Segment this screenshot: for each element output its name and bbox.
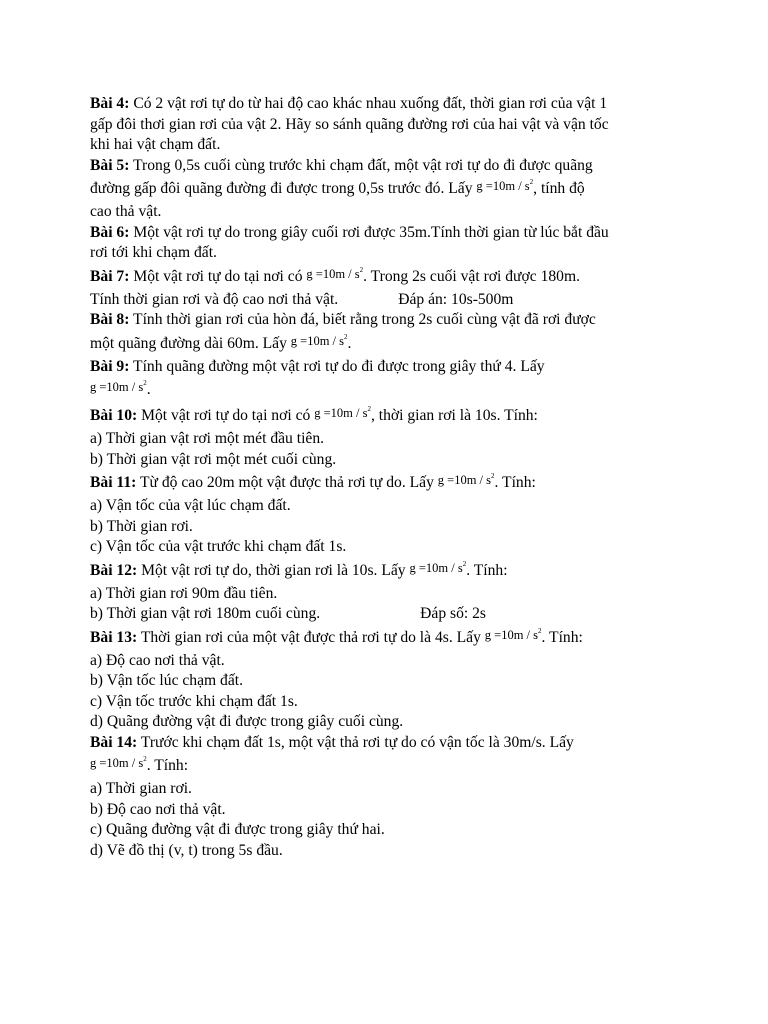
answer: Đáp án: 10s-500m xyxy=(398,290,514,308)
gravity-formula: $g =10m / s^2$ xyxy=(409,559,467,575)
gravity-formula: $g =10m / s^2$ xyxy=(290,332,348,348)
problem-title: Bài 5: xyxy=(90,156,130,174)
gravity-formula: $g =10m / s^2$ xyxy=(90,755,147,770)
problem-11: Bài 11: Từ độ cao 20m một vật được thả rơi tự do. Lấy $g =10m / s^2$. Tính: a) Vận tốc của vật lúc chạm đất. b) Thời gian rơi. c) Vận tốc của vật trước khi chạm đất 1s. xyxy=(90,472,536,555)
answer: Đáp số: 2s xyxy=(420,605,486,622)
problem-title: Bài 9: xyxy=(90,357,130,375)
problem-title: Bài 6: xyxy=(90,223,130,241)
problem-9: Bài 9: Tính quãng đường một vật rơi tự do đi được trong giây thứ 4. Lấy $g =10m / s^2$. xyxy=(90,357,545,398)
gravity-formula: $g =10m / s^2$ xyxy=(484,626,542,642)
problem-title: Bài 12: xyxy=(90,561,138,579)
problem-7: Bài 7: Một vật rơi tự do tại nơi có $g =10m / s^2$. Trong 2s cuối vật rơi được 180m. Tính thời gian rơi và độ cao nơi thả vật. Đáp án: 10s-500m xyxy=(90,265,580,308)
problem-title: Bài 8: xyxy=(90,311,130,328)
problem-5: Bài 5: Trong 0,5s cuối cùng trước khi chạm đất, một vật rơi tự do đi được quãng đường gấp đôi quãng đường đi được trong 0,5s trước đó. Lấy $g =10m / s^2$, tính độ cao thả vật. xyxy=(90,156,593,220)
gravity-formula: $g =10m / s^2$ xyxy=(306,265,364,281)
problem-title: Bài 4: xyxy=(90,95,130,112)
problem-4: Bài 4: Có 2 vật rơi tự do từ hai độ cao khác nhau xuống đất, thời gian rơi của vật 1 gấp đôi thơi gian rơi của vật 2. Hãy so sánh quãng đường rơi của hai vật và vận tốc khi hai vật chạm đất. xyxy=(90,95,609,153)
problem-10: Bài 10: Một vật rơi tự do tại nơi có $g =10m / s^2$, thời gian rơi là 10s. Tính: a) Thời gian vật rơi một mét đầu tiên. b) Thời gian vật rơi một mét cuối cùng. xyxy=(90,405,538,468)
gravity-formula: $g =10m / s^2$ xyxy=(90,379,147,394)
problem-title: Bài 14: xyxy=(90,733,138,751)
problem-8: Bài 8: Tính thời gian rơi của hòn đá, biết rằng trong 2s cuối cùng vật đã rơi được một quãng đường dài 60m. Lấy $g =10m / s^2$. xyxy=(90,311,596,352)
problem-14: Bài 14: Trước khi chạm đất 1s, một vật thả rơi tự do có vận tốc là 30m/s. Lấy $g =10m / s^2$. Tính: a) Thời gian rơi. b) Độ cao nơi thả vật. c) Quãng đường vật đi được trong giây thứ hai. d) Vẽ đồ thị (v, t) trong 5s đầu. xyxy=(90,733,574,859)
gravity-formula: $g =10m / s^2$ xyxy=(476,178,534,193)
problem-title: Bài 13: xyxy=(90,628,138,646)
problem-13: Bài 13: Thời gian rơi của một vật được thả rơi tự do là 4s. Lấy $g =10m / s^2$. Tính: a) Độ cao nơi thả vật. b) Vận tốc lúc chạm đất. c) Vận tốc trước khi chạm đất 1s. d) Quãng đường vật đi được trong giây cuối cùng. xyxy=(90,626,583,730)
problem-title: Bài 10: xyxy=(90,407,138,424)
problem-12: Bài 12: Một vật rơi tự do, thời gian rơi là 10s. Lấy $g =10m / s^2$. Tính: a) Thời gian rơi 90m đầu tiên. b) Thời gian vật rơi 180m cuối cùng. Đáp số: 2s xyxy=(90,559,508,622)
problem-title: Bài 7: xyxy=(90,267,130,285)
problem-title: Bài 11: xyxy=(90,474,137,491)
gravity-formula: $g =10m / s^2$ xyxy=(314,405,371,420)
exercise-list xyxy=(90,94,690,861)
problem-6: Bài 6: Một vật rơi tự do trong giây cuối rơi được 35m.Tính thời gian từ lúc bắt đầu rơi tới khi chạm đất. xyxy=(90,223,609,261)
gravity-formula: $g =10m / s^2$ xyxy=(437,472,495,487)
